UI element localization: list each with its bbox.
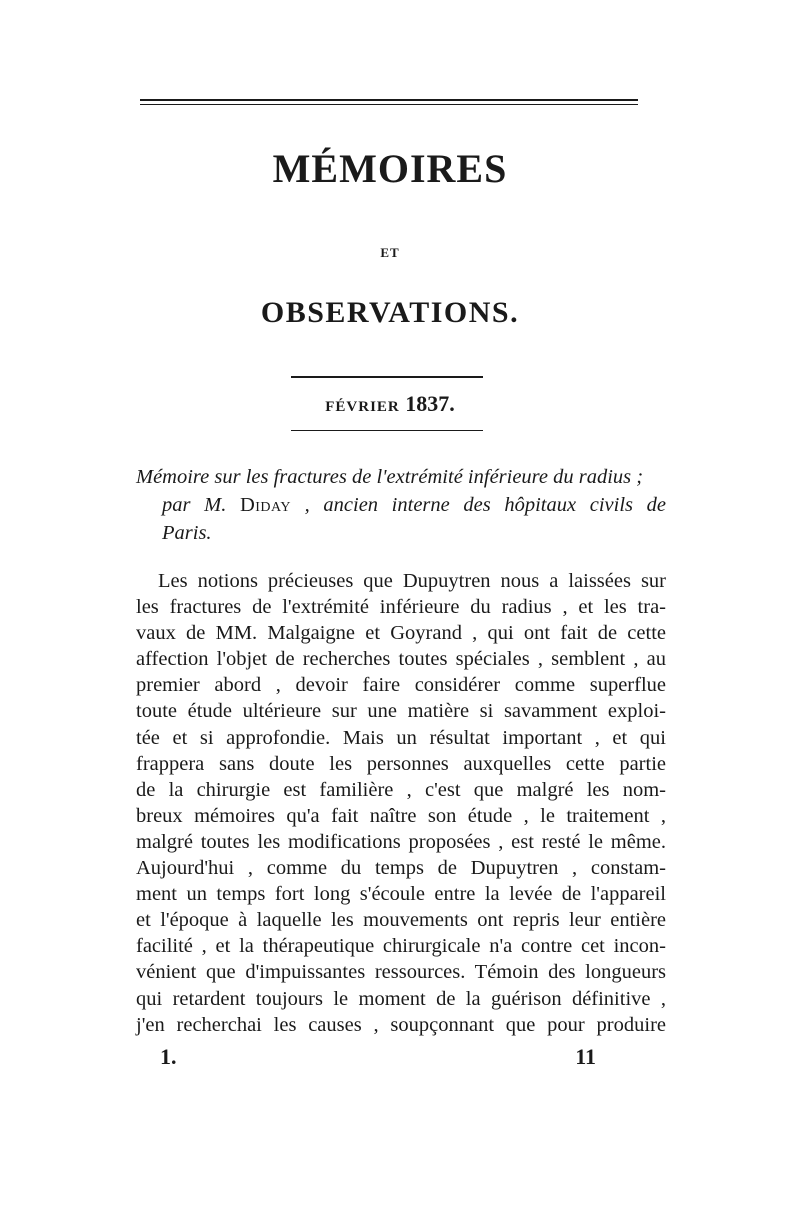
memoir-heading (136, 463, 666, 547)
issue-year: 1837. (405, 391, 455, 416)
body-paragraph (136, 568, 666, 1038)
body-line: facilité , et la thérapeutique chirurgicale n'a contre cet incon- (136, 935, 666, 958)
body-line: et l'époque à laquelle les mouvements ont repris leur entière (136, 909, 666, 932)
memoir-title: Mémoire sur les fractures de l'extrémité inférieure du radius ; (136, 466, 644, 488)
section-subtitle: OBSERVATIONS. (260, 296, 520, 329)
date-rule-top (291, 376, 483, 378)
page-number: 11 (575, 1044, 596, 1069)
body-line: premier abord , devoir faire considérer comme superflue (136, 674, 666, 697)
body-line: ment un temps fort long s'écoule entre la levée de l'appareil (136, 883, 666, 906)
body-line: malgré toutes les modifications proposées , est resté le même. (136, 830, 666, 853)
page-footer (160, 1044, 596, 1070)
body-line: vénient que d'impuissantes ressources. Témoin des longueurs (136, 961, 666, 984)
body-line: toute étude ultérieure sur une matière si savamment exploi- (136, 700, 666, 723)
body-line: les fractures de l'extrémité inférieure du radius , et les tra- (136, 596, 666, 619)
body-line: breux mémoires qu'a fait naître son étude , le traitement , (136, 804, 666, 827)
issue-month: FÉVRIER (325, 399, 400, 415)
byline-suffix: , ancien interne des hôpitaux civils de (290, 494, 666, 516)
body-line: tée et si approfondie. Mais un résultat important , et qui (136, 726, 666, 749)
memoir-byline (136, 491, 666, 519)
memoir-byline-end: Paris. (162, 522, 212, 544)
author-name: Diday (239, 494, 291, 516)
section-title: MÉMOIRES (272, 146, 508, 191)
header-double-rule (140, 99, 638, 105)
body-line: Les notions précieuses que Dupuytren nous a laissées sur (158, 570, 666, 592)
section-title-conjunction: ET (380, 245, 400, 260)
signature-mark: 1. (160, 1044, 177, 1069)
body-line: vaux de MM. Malgaigne et Goyrand , qui ont fait de cette (136, 622, 666, 645)
body-line: de la chirurgie est familière , c'est que malgré les nom- (136, 778, 666, 801)
body-line: frappera sans doute les personnes auxquelles cette partie (136, 752, 666, 775)
byline-prefix: par M. (162, 494, 240, 516)
body-line: j'en recherchai les causes , soupçonnant que pour produire (136, 1013, 666, 1036)
issue-date (0, 391, 780, 417)
body-line: affection l'objet de recherches toutes spéciales , semblent , au (136, 648, 666, 671)
body-line: Aujourd'hui , comme du temps de Dupuytren , constam- (136, 857, 666, 880)
body-line: qui retardent toujours le moment de la guérison définitive , (136, 987, 666, 1010)
date-rule-bottom (291, 430, 483, 431)
